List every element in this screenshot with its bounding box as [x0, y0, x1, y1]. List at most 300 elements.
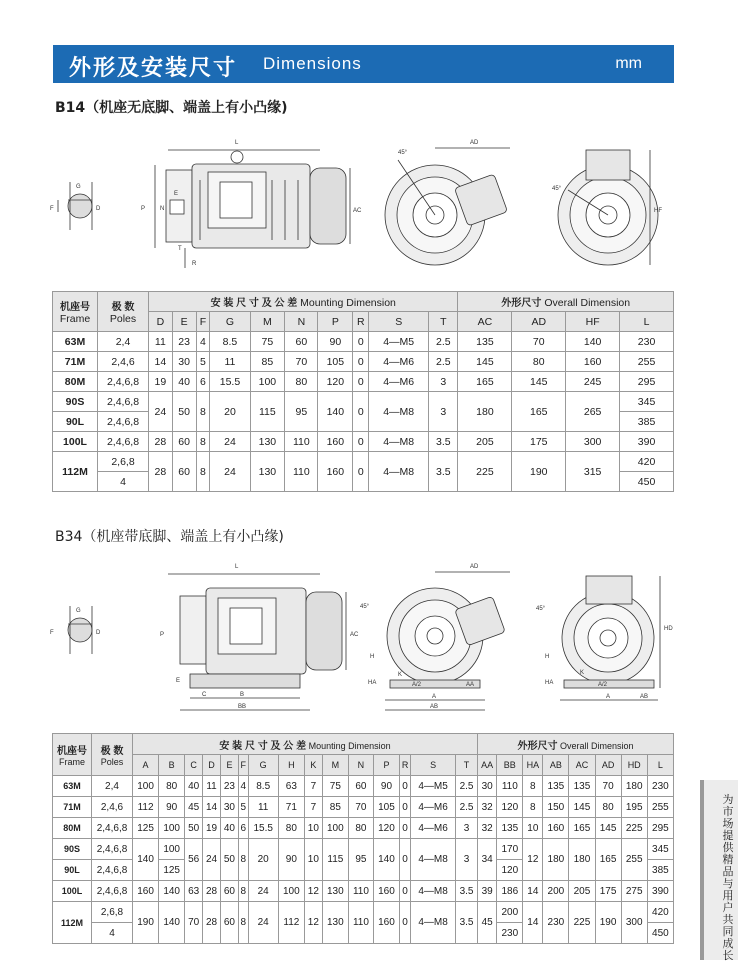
value-cell-aa: 32 — [478, 818, 497, 839]
value-cell-e: 30 — [221, 797, 239, 818]
value-cell-n: 70 — [348, 797, 373, 818]
value-cell-p: 90 — [373, 776, 399, 797]
col-header-s: S — [411, 755, 456, 776]
label-hf: HF — [654, 208, 662, 214]
label-g: G — [76, 184, 81, 190]
table-row — [53, 839, 674, 860]
value-cell-p: 105 — [373, 797, 399, 818]
value-cell-l: 450 — [647, 923, 673, 944]
table-row — [53, 902, 674, 923]
value-cell-s: 4—M5 — [411, 776, 456, 797]
value-cell-t: 3 — [456, 818, 478, 839]
value-cell-ad: 70 — [595, 776, 621, 797]
value-cell-r: 0 — [400, 818, 411, 839]
value-cell-ac: 135 — [569, 776, 595, 797]
value-cell-t: 3 — [456, 839, 478, 881]
value-cell-d: 14 — [203, 797, 221, 818]
value-cell-hd: 225 — [621, 818, 647, 839]
value-cell-r: 0 — [353, 432, 369, 452]
b34-label-h-2: H — [545, 654, 550, 660]
value-cell-k: 12 — [304, 881, 322, 902]
frame-cell: 90L — [53, 412, 98, 432]
value-cell-hd: 195 — [621, 797, 647, 818]
overall-header: 外形尺寸 Overall Dimension — [458, 292, 674, 312]
value-cell-p: 160 — [373, 881, 399, 902]
poles-cell: 2,4,6,8 — [92, 839, 133, 860]
value-cell-d: 28 — [149, 432, 173, 452]
value-cell-n: 110 — [285, 432, 318, 452]
col-header-g: G — [210, 312, 250, 332]
t2-overall-header: 外形尺寸 Overall Dimension — [478, 734, 674, 755]
col-header-hf: HF — [566, 312, 620, 332]
col-header-a: A — [133, 755, 159, 776]
value-cell-s: 4—M8 — [369, 392, 429, 432]
b14-dimension-table — [52, 291, 674, 492]
value-cell-p: 140 — [318, 392, 353, 432]
b34-label-a2-2: A/2 — [598, 682, 608, 688]
col-header-b: B — [159, 755, 185, 776]
value-cell-aa: 34 — [478, 839, 497, 881]
value-cell-n: 80 — [285, 372, 318, 392]
frame-cell: 90L — [53, 860, 92, 881]
col-header-aa: AA — [478, 755, 497, 776]
value-cell-t: 3.5 — [456, 881, 478, 902]
value-cell-s: 4—M5 — [369, 332, 429, 352]
col-header-n: N — [285, 312, 318, 332]
value-cell-ac: 145 — [569, 797, 595, 818]
value-cell-hf: 265 — [566, 392, 620, 432]
value-cell-e: 23 — [221, 776, 239, 797]
value-cell-r: 0 — [353, 332, 369, 352]
value-cell-p: 120 — [318, 372, 353, 392]
value-cell-f: 8 — [196, 392, 210, 432]
frame-cell: 112M — [53, 902, 92, 944]
poles-cell: 2,4 — [92, 776, 133, 797]
t2-poles-header: 极 数 Poles — [92, 734, 133, 776]
b34-label-ad: AD — [470, 564, 479, 570]
value-cell-ab: 150 — [543, 797, 569, 818]
col-header-g: G — [248, 755, 278, 776]
value-cell-ha: 10 — [523, 818, 543, 839]
col-header-m: M — [322, 755, 348, 776]
label-r: R — [192, 261, 197, 267]
value-cell-g: 20 — [210, 392, 250, 432]
col-header-p: P — [318, 312, 353, 332]
poles-cell: 2,4,6 — [92, 797, 133, 818]
value-cell-l: 255 — [647, 797, 673, 818]
value-cell-g: 11 — [210, 352, 250, 372]
b34-label-h: H — [370, 654, 375, 660]
value-cell-ad: 190 — [512, 452, 566, 492]
poles-cell: 2,4,6 — [98, 352, 149, 372]
value-cell-hf: 300 — [566, 432, 620, 452]
value-cell-r: 0 — [400, 839, 411, 881]
col-header-h: H — [278, 755, 304, 776]
section-b34-title: B34（机座带底脚、端盖上有小凸缘) — [55, 529, 284, 545]
col-header-ab: AB — [543, 755, 569, 776]
value-cell-hd: 255 — [621, 839, 647, 881]
value-cell-m: 100 — [322, 818, 348, 839]
col-header-l: L — [620, 312, 674, 332]
col-header-c: C — [185, 755, 203, 776]
value-cell-l: 420 — [620, 452, 674, 472]
value-cell-l: 385 — [647, 860, 673, 881]
value-cell-ad: 70 — [512, 332, 566, 352]
value-cell-b: 100 — [159, 818, 185, 839]
t2-frame-header: 机座号 Frame — [53, 734, 92, 776]
table-row — [53, 432, 674, 452]
col-header-ad: AD — [595, 755, 621, 776]
value-cell-h: 100 — [278, 881, 304, 902]
value-cell-r: 0 — [353, 392, 369, 432]
value-cell-g: 8.5 — [210, 332, 250, 352]
title-banner — [53, 45, 674, 83]
value-cell-hd: 300 — [621, 902, 647, 944]
value-cell-ac: 180 — [569, 839, 595, 881]
label-d: D — [96, 206, 101, 212]
value-cell-bb: 170 — [497, 839, 523, 860]
value-cell-ac: 225 — [569, 902, 595, 944]
b34-label-a-2: A — [606, 694, 611, 700]
b34-label-k-2: K — [580, 670, 585, 676]
poles-cell: 2,4,6,8 — [92, 818, 133, 839]
value-cell-b: 80 — [159, 776, 185, 797]
value-cell-t: 2.5 — [429, 332, 458, 352]
col-header-k: K — [304, 755, 322, 776]
b34-label-b: B — [240, 692, 245, 698]
value-cell-f: 8 — [196, 452, 210, 492]
value-cell-m: 130 — [322, 881, 348, 902]
value-cell-t: 2.5 — [456, 776, 478, 797]
value-cell-ac: 165 — [458, 372, 512, 392]
value-cell-m: 115 — [322, 839, 348, 881]
col-header-ha: HA — [523, 755, 543, 776]
value-cell-p: 140 — [373, 839, 399, 881]
value-cell-m: 85 — [322, 797, 348, 818]
value-cell-ha: 14 — [523, 902, 543, 944]
col-header-bb: BB — [497, 755, 523, 776]
col-header-f: F — [196, 312, 210, 332]
poles-cell: 2,4,6,8 — [98, 432, 149, 452]
value-cell-k: 7 — [304, 797, 322, 818]
value-cell-m: 100 — [250, 372, 285, 392]
value-cell-l: 390 — [647, 881, 673, 902]
col-header-ac: AC — [569, 755, 595, 776]
col-header-n: N — [348, 755, 373, 776]
value-cell-a: 140 — [133, 839, 159, 881]
value-cell-bb: 186 — [497, 881, 523, 902]
value-cell-e: 50 — [221, 839, 239, 881]
value-cell-bb: 110 — [497, 776, 523, 797]
value-cell-e: 50 — [172, 392, 196, 432]
value-cell-e: 60 — [221, 881, 239, 902]
value-cell-f: 8 — [238, 839, 248, 881]
value-cell-hd: 275 — [621, 881, 647, 902]
b34-label-ab-2: AB — [640, 694, 649, 700]
value-cell-a: 100 — [133, 776, 159, 797]
value-cell-ac: 145 — [458, 352, 512, 372]
frame-cell: 71M — [53, 797, 92, 818]
value-cell-hf: 315 — [566, 452, 620, 492]
poles-cell: 2,4,6,8 — [98, 392, 149, 412]
label-45-2: 45° — [552, 186, 562, 192]
b34-label-bb: BB — [238, 704, 247, 710]
value-cell-ab: 160 — [543, 818, 569, 839]
value-cell-m: 130 — [250, 432, 285, 452]
col-header-f: F — [238, 755, 248, 776]
label-p: P — [141, 206, 146, 212]
value-cell-g: 20 — [248, 839, 278, 881]
mounting-header: 安 装 尺 寸 及 公 差 Mounting Dimension — [149, 292, 458, 312]
value-cell-r: 0 — [400, 881, 411, 902]
value-cell-n: 110 — [348, 881, 373, 902]
value-cell-aa: 32 — [478, 797, 497, 818]
table-row — [53, 332, 674, 352]
value-cell-bb: 135 — [497, 818, 523, 839]
value-cell-l: 255 — [620, 352, 674, 372]
b34-label-ha: HA — [368, 680, 377, 686]
frame-header: 机座号 Frame — [53, 292, 98, 332]
value-cell-c: 45 — [185, 797, 203, 818]
value-cell-ad: 190 — [595, 902, 621, 944]
poles-cell: 2,4,6,8 — [98, 372, 149, 392]
value-cell-l: 230 — [647, 776, 673, 797]
value-cell-ad: 80 — [512, 352, 566, 372]
value-cell-ab: 135 — [543, 776, 569, 797]
label-n: N — [160, 206, 165, 212]
frame-cell: 63M — [53, 332, 98, 352]
label-t: T — [178, 246, 182, 252]
value-cell-f: 6 — [196, 372, 210, 392]
value-cell-s: 4—M6 — [369, 352, 429, 372]
value-cell-e: 60 — [221, 902, 239, 944]
title-zh: 外形及安装尺寸 — [69, 56, 238, 81]
value-cell-p: 90 — [318, 332, 353, 352]
b34-label-ac: AC — [350, 632, 359, 638]
value-cell-l: 385 — [620, 412, 674, 432]
value-cell-d: 24 — [149, 392, 173, 432]
value-cell-ac: 205 — [569, 881, 595, 902]
value-cell-k: 10 — [304, 818, 322, 839]
frame-cell: 80M — [53, 372, 98, 392]
t2-mounting-header: 安 装 尺 寸 及 公 差 Mounting Dimension — [133, 734, 478, 755]
value-cell-s: 4—M6 — [369, 372, 429, 392]
b34-label-aa: AA — [466, 682, 475, 688]
side-slogan-tab — [700, 780, 738, 960]
col-header-r: R — [353, 312, 369, 332]
col-header-p: P — [373, 755, 399, 776]
frame-cell: 112M — [53, 452, 98, 492]
value-cell-ab: 200 — [543, 881, 569, 902]
value-cell-a: 125 — [133, 818, 159, 839]
b34-drawing — [40, 558, 680, 730]
value-cell-d: 11 — [203, 776, 221, 797]
poles-cell: 2,6,8 — [92, 902, 133, 923]
b34-label-k: K — [398, 672, 403, 678]
value-cell-b: 100 — [159, 839, 185, 860]
slogan-line-1: 为市场提供精品 — [722, 793, 734, 878]
value-cell-l: 230 — [620, 332, 674, 352]
b34-label-d: D — [96, 630, 101, 636]
label-l: L — [235, 140, 239, 146]
b34-label-g: G — [76, 608, 81, 614]
value-cell-g: 24 — [210, 452, 250, 492]
value-cell-g: 24 — [248, 881, 278, 902]
value-cell-g: 15.5 — [210, 372, 250, 392]
value-cell-b: 140 — [159, 902, 185, 944]
table-row — [53, 776, 674, 797]
value-cell-s: 4—M6 — [411, 797, 456, 818]
value-cell-g: 15.5 — [248, 818, 278, 839]
b34-dimension-table — [52, 733, 674, 944]
value-cell-e: 40 — [172, 372, 196, 392]
col-header-hd: HD — [621, 755, 647, 776]
value-cell-n: 95 — [348, 839, 373, 881]
col-header-ac: AC — [458, 312, 512, 332]
value-cell-k: 10 — [304, 839, 322, 881]
frame-cell: 63M — [53, 776, 92, 797]
value-cell-hf: 160 — [566, 352, 620, 372]
b34-label-45-1: 45° — [360, 604, 370, 610]
frame-cell: 90S — [53, 392, 98, 412]
unit-label: mm — [615, 55, 642, 72]
value-cell-ac: 180 — [458, 392, 512, 432]
poles-cell: 4 — [98, 472, 149, 492]
b34-label-a2: A/2 — [412, 682, 422, 688]
value-cell-t: 3.5 — [429, 452, 458, 492]
value-cell-n: 70 — [285, 352, 318, 372]
value-cell-ha: 8 — [523, 797, 543, 818]
value-cell-f: 4 — [196, 332, 210, 352]
value-cell-l: 345 — [620, 392, 674, 412]
value-cell-bb: 230 — [497, 923, 523, 944]
value-cell-n: 60 — [348, 776, 373, 797]
value-cell-f: 8 — [238, 902, 248, 944]
table-row — [53, 881, 674, 902]
value-cell-e: 30 — [172, 352, 196, 372]
value-cell-c: 40 — [185, 776, 203, 797]
value-cell-hf: 245 — [566, 372, 620, 392]
value-cell-hd: 180 — [621, 776, 647, 797]
value-cell-s: 4—M6 — [411, 818, 456, 839]
value-cell-ab: 180 — [543, 839, 569, 881]
value-cell-hf: 140 — [566, 332, 620, 352]
value-cell-s: 4—M8 — [411, 881, 456, 902]
frame-cell: 100L — [53, 881, 92, 902]
value-cell-ac: 205 — [458, 432, 512, 452]
value-cell-e: 60 — [172, 432, 196, 452]
value-cell-s: 4—M8 — [369, 452, 429, 492]
slogan-line-2: 与用户共同成长 — [722, 877, 734, 962]
value-cell-k: 12 — [304, 902, 322, 944]
value-cell-bb: 200 — [497, 902, 523, 923]
value-cell-ab: 230 — [543, 902, 569, 944]
value-cell-f: 4 — [238, 776, 248, 797]
value-cell-d: 14 — [149, 352, 173, 372]
table-row — [53, 797, 674, 818]
table-row — [53, 392, 674, 412]
label-e: E — [174, 191, 179, 197]
value-cell-h: 90 — [278, 839, 304, 881]
b34-label-e: E — [176, 678, 181, 684]
value-cell-k: 7 — [304, 776, 322, 797]
col-header-r: R — [400, 755, 411, 776]
value-cell-n: 60 — [285, 332, 318, 352]
value-cell-f: 5 — [238, 797, 248, 818]
value-cell-a: 160 — [133, 881, 159, 902]
value-cell-l: 345 — [647, 839, 673, 860]
value-cell-e: 40 — [221, 818, 239, 839]
value-cell-g: 24 — [248, 902, 278, 944]
value-cell-bb: 120 — [497, 860, 523, 881]
value-cell-ha: 8 — [523, 776, 543, 797]
value-cell-t: 3 — [429, 372, 458, 392]
label-ac: AC — [353, 208, 362, 214]
value-cell-m: 85 — [250, 352, 285, 372]
value-cell-g: 8.5 — [248, 776, 278, 797]
col-header-e: E — [172, 312, 196, 332]
value-cell-l: 295 — [647, 818, 673, 839]
value-cell-r: 0 — [353, 372, 369, 392]
col-header-t: T — [429, 312, 458, 332]
value-cell-bb: 120 — [497, 797, 523, 818]
value-cell-ac: 225 — [458, 452, 512, 492]
section-b14-title: B14（机座无底脚、端盖上有小凸缘) — [55, 100, 288, 116]
value-cell-f: 5 — [196, 352, 210, 372]
value-cell-p: 105 — [318, 352, 353, 372]
value-cell-t: 3 — [429, 392, 458, 432]
value-cell-n: 95 — [285, 392, 318, 432]
value-cell-h: 71 — [278, 797, 304, 818]
value-cell-r: 0 — [400, 797, 411, 818]
table-row — [53, 818, 674, 839]
value-cell-h: 80 — [278, 818, 304, 839]
poles-header: 极 数 Poles — [98, 292, 149, 332]
value-cell-d: 28 — [203, 902, 221, 944]
value-cell-r: 0 — [353, 352, 369, 372]
value-cell-f: 8 — [238, 881, 248, 902]
value-cell-ha: 14 — [523, 881, 543, 902]
value-cell-p: 160 — [318, 432, 353, 452]
value-cell-c: 56 — [185, 839, 203, 881]
poles-cell: 2,4,6,8 — [92, 881, 133, 902]
value-cell-g: 11 — [248, 797, 278, 818]
value-cell-h: 63 — [278, 776, 304, 797]
b14-drawing — [40, 120, 680, 285]
value-cell-e: 60 — [172, 452, 196, 492]
b34-label-ha-2: HA — [545, 680, 554, 686]
col-header-s: S — [369, 312, 429, 332]
value-cell-n: 80 — [348, 818, 373, 839]
table-row — [53, 352, 674, 372]
value-cell-f: 6 — [238, 818, 248, 839]
b34-label-p: P — [160, 632, 165, 638]
value-cell-d: 28 — [203, 881, 221, 902]
frame-cell: 90S — [53, 839, 92, 860]
poles-cell: 4 — [92, 923, 133, 944]
value-cell-c: 70 — [185, 902, 203, 944]
value-cell-aa: 45 — [478, 902, 497, 944]
col-header-l: L — [647, 755, 673, 776]
poles-cell: 2,4 — [98, 332, 149, 352]
value-cell-ad: 145 — [512, 372, 566, 392]
label-f: F — [50, 206, 54, 212]
value-cell-l: 450 — [620, 472, 674, 492]
col-header-d: D — [149, 312, 173, 332]
value-cell-b: 90 — [159, 797, 185, 818]
value-cell-t: 3.5 — [429, 432, 458, 452]
col-header-d: D — [203, 755, 221, 776]
